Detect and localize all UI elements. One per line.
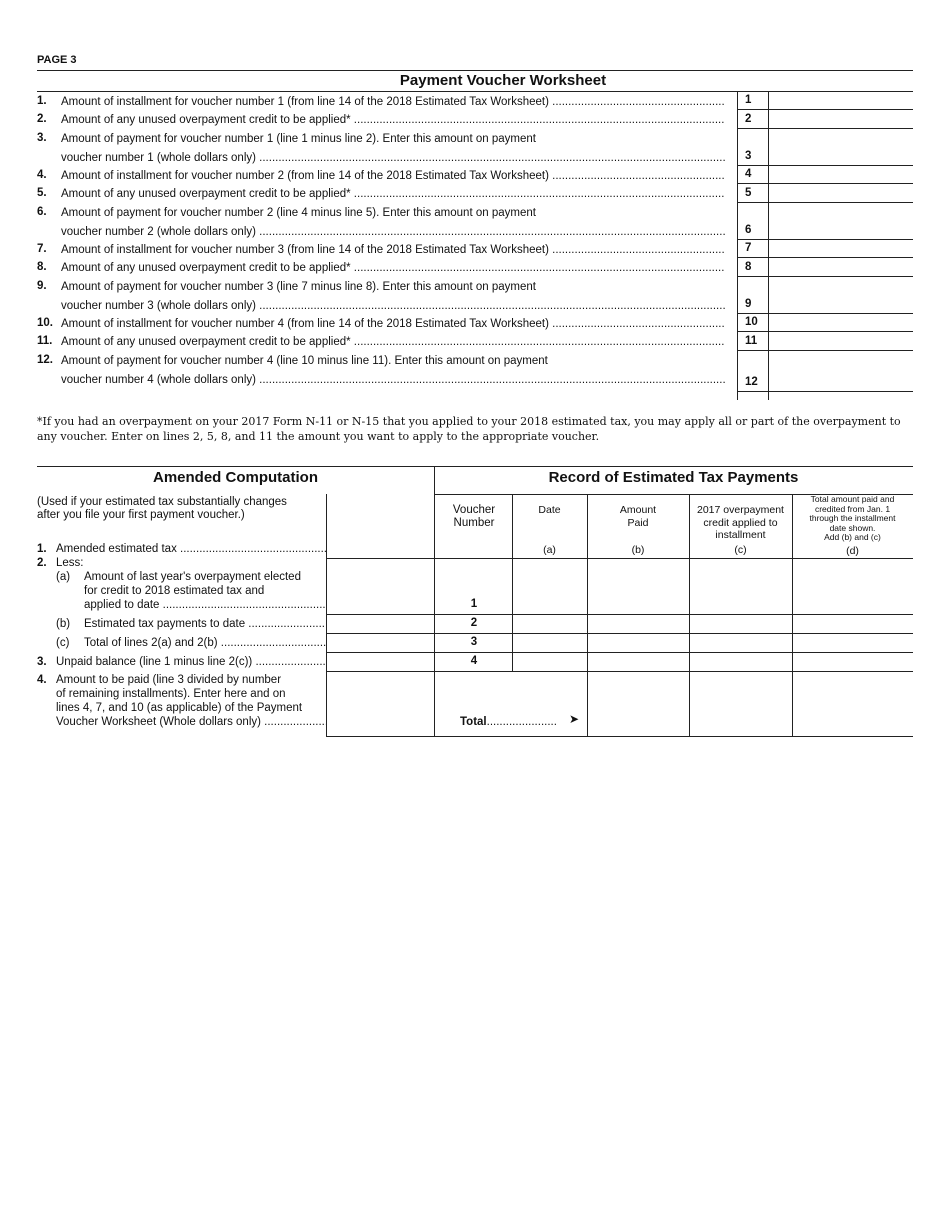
worksheet-line-text: Amount of installment for voucher number 2 (from line 14 of the 2018 Estimated Tax Worksheet) ..... bbox=[61, 167, 725, 185]
voucher-number: 4 bbox=[470, 655, 478, 667]
divider bbox=[37, 70, 913, 71]
header-text: date shown. bbox=[829, 522, 876, 533]
sub-label: (a) bbox=[56, 571, 71, 583]
total-leader: ...................... bbox=[486, 716, 557, 728]
header-text: through the installment bbox=[809, 513, 896, 523]
header-text: Add (b) and (c) bbox=[824, 532, 881, 542]
line-box-number: 10 bbox=[745, 316, 758, 328]
worksheet-line-text: Amount of payment for voucher number 4 (line 10 minus line 11). Enter this amount on payment bbox=[61, 355, 548, 367]
amended-line-1: Amended estimated tax ..... bbox=[56, 542, 326, 556]
amended-line-2a: Amount of last year's overpayment elected bbox=[84, 571, 301, 583]
amended-line-2a: applied to date ..... bbox=[84, 598, 326, 612]
line-box-number: 9 bbox=[745, 298, 752, 310]
line-number: 2. bbox=[37, 557, 47, 569]
col-header-date: Date bbox=[538, 504, 561, 516]
worksheet-line-text: Amount of payment for voucher number 1 (line 1 minus line 2). Enter this amount on payment bbox=[61, 133, 536, 145]
header-text: Number bbox=[453, 517, 495, 529]
line-number: 3. bbox=[37, 132, 47, 144]
line-number: 8. bbox=[37, 261, 47, 273]
line-box-number: 3 bbox=[745, 150, 752, 162]
col-header-amount bbox=[587, 504, 689, 529]
line-number: 9. bbox=[37, 280, 47, 292]
divider bbox=[37, 466, 913, 467]
line-box-number: 7 bbox=[745, 242, 752, 254]
col-sub-b: (b) bbox=[631, 544, 645, 556]
table-rule bbox=[326, 494, 327, 736]
col-sub-c: (c) bbox=[734, 544, 747, 556]
header-text: Paid bbox=[627, 516, 649, 529]
line-number: 7. bbox=[37, 243, 47, 255]
table-rule bbox=[326, 558, 913, 559]
line-number: 4. bbox=[37, 169, 47, 181]
line-number: 1. bbox=[37, 543, 47, 555]
amount-field[interactable] bbox=[769, 350, 913, 391]
amended-line-3: Unpaid balance (line 1 minus line 2(c)) ..... bbox=[56, 655, 326, 669]
col-header-total bbox=[792, 495, 913, 543]
line-box-number: 4 bbox=[745, 168, 752, 180]
header-text: 2017 overpayment bbox=[697, 504, 784, 516]
line-number: 12. bbox=[37, 354, 53, 366]
col-sub-d: (d) bbox=[846, 545, 859, 557]
sub-label: (c) bbox=[56, 637, 70, 649]
amount-field[interactable] bbox=[769, 202, 913, 239]
worksheet-line-text: Amount of any unused overpayment credit to be applied* ..... bbox=[61, 333, 725, 351]
table-rule bbox=[326, 633, 913, 634]
table-rule bbox=[326, 736, 913, 737]
worksheet-line-text: Amount of any unused overpayment credit to be applied* ..... bbox=[61, 259, 725, 277]
worksheet-line-text: Amount of payment for voucher number 2 (line 4 minus line 5). Enter this amount on payment bbox=[61, 207, 536, 219]
header-text: installment bbox=[715, 529, 766, 541]
amount-field[interactable] bbox=[769, 313, 913, 331]
amount-field[interactable] bbox=[769, 165, 913, 183]
line-box-number: 8 bbox=[745, 261, 752, 273]
line-number: 10. bbox=[37, 317, 53, 329]
line-number: 1. bbox=[37, 95, 47, 107]
amended-title: Amended Computation bbox=[153, 469, 318, 486]
sub-label: (b) bbox=[56, 618, 71, 630]
arrow-icon: ➤ bbox=[569, 712, 580, 726]
line-box-number: 12 bbox=[745, 376, 758, 388]
voucher-number: 2 bbox=[470, 617, 478, 629]
table-rule bbox=[326, 614, 913, 615]
amount-field[interactable] bbox=[769, 183, 913, 202]
line-number: 5. bbox=[37, 187, 47, 199]
header-text: Total amount paid and bbox=[810, 494, 895, 504]
line-number: 11. bbox=[37, 335, 53, 347]
worksheet-line-text: voucher number 2 (whole dollars only) ..... bbox=[61, 223, 725, 241]
worksheet-line-text: Amount of any unused overpayment credit to be applied* ..... bbox=[61, 185, 725, 203]
total-label bbox=[460, 715, 568, 729]
line-number: 4. bbox=[37, 674, 47, 686]
amended-line-2c: Total of lines 2(a) and 2(b) ..... bbox=[84, 636, 326, 650]
line-box-number: 5 bbox=[745, 187, 752, 199]
header-text: credited from Jan. 1 bbox=[814, 503, 891, 514]
amended-line-2a: for credit to 2018 estimated tax and bbox=[84, 585, 265, 597]
line-box-number: 11 bbox=[745, 335, 758, 347]
table-rule bbox=[326, 671, 913, 672]
amount-field[interactable] bbox=[769, 128, 913, 165]
amended-line-4: lines 4, 7, and 10 (as applicable) of the Payment bbox=[56, 702, 303, 714]
voucher-number: 3 bbox=[470, 636, 478, 648]
amended-subtitle: after you file your first payment voucher.) bbox=[37, 509, 245, 521]
row-rule bbox=[737, 391, 913, 392]
amended-line-4: Amount to be paid (line 3 divided by number bbox=[56, 674, 282, 686]
total-label-text: Total bbox=[460, 716, 487, 728]
col-sub-a: (a) bbox=[543, 544, 556, 556]
col-header-voucher bbox=[434, 504, 514, 530]
worksheet-title: Payment Voucher Worksheet bbox=[399, 72, 607, 89]
voucher-number: 1 bbox=[470, 598, 478, 610]
worksheet-line-text: Amount of installment for voucher number 1 (from line 14 of the 2018 Estimated Tax Worksheet) ..... bbox=[61, 93, 725, 111]
line-box-number: 6 bbox=[745, 224, 752, 236]
worksheet-line-text: voucher number 1 (whole dollars only) ..... bbox=[61, 149, 725, 167]
worksheet-line-text: Amount of installment for voucher number 4 (from line 14 of the 2018 Estimated Tax Worksheet) ..... bbox=[61, 315, 725, 333]
table-rule bbox=[587, 494, 588, 736]
line-number: 2. bbox=[37, 113, 47, 125]
worksheet-line-text: Amount of installment for voucher number 3 (from line 14 of the 2018 Estimated Tax Worksheet) ..... bbox=[61, 241, 725, 259]
amount-field[interactable] bbox=[769, 257, 913, 276]
page-label: PAGE 3 bbox=[37, 54, 77, 66]
amended-line-2: Less: bbox=[56, 557, 84, 569]
worksheet-line-text: Amount of payment for voucher number 3 (line 7 minus line 8). Enter this amount on payment bbox=[61, 281, 536, 293]
amended-line-4: Voucher Worksheet (Whole dollars only) ..... bbox=[56, 715, 326, 729]
table-rule bbox=[326, 652, 913, 653]
amount-field[interactable] bbox=[769, 276, 913, 313]
line-box-number: 2 bbox=[745, 113, 752, 125]
amount-field[interactable] bbox=[769, 331, 913, 350]
header-text: credit applied to bbox=[703, 516, 778, 529]
worksheet-footnote: *If you had an overpayment on your 2017 Form N-11 or N-15 that you applied to your 2018 estimated tax, you may apply all or part of the overpayment to any voucher. Enter on lines 2, 5, 8, and 11 the amount you want to apply to the appropriate voucher. bbox=[37, 415, 901, 443]
amount-field[interactable] bbox=[769, 91, 913, 109]
amended-line-4: of remaining installments). Enter here and on bbox=[56, 688, 286, 700]
col-header-overpayment bbox=[689, 504, 792, 542]
line-box-number: 1 bbox=[745, 94, 752, 106]
worksheet-line-text: Amount of any unused overpayment credit to be applied* ..... bbox=[61, 111, 725, 129]
worksheet-line-text: voucher number 4 (whole dollars only) ..... bbox=[61, 371, 725, 389]
header-text: Amount bbox=[619, 504, 657, 516]
worksheet-line-text: voucher number 3 (whole dollars only) ..... bbox=[61, 297, 725, 315]
amended-subtitle: (Used if your estimated tax substantially changes bbox=[37, 496, 287, 508]
amended-line-2b: Estimated tax payments to date ..... bbox=[84, 617, 326, 631]
record-title: Record of Estimated Tax Payments bbox=[548, 469, 799, 486]
amount-field[interactable] bbox=[769, 239, 913, 257]
line-number: 3. bbox=[37, 656, 47, 668]
line-number: 6. bbox=[37, 206, 47, 218]
header-text: Voucher bbox=[452, 504, 496, 516]
amount-field[interactable] bbox=[769, 109, 913, 128]
